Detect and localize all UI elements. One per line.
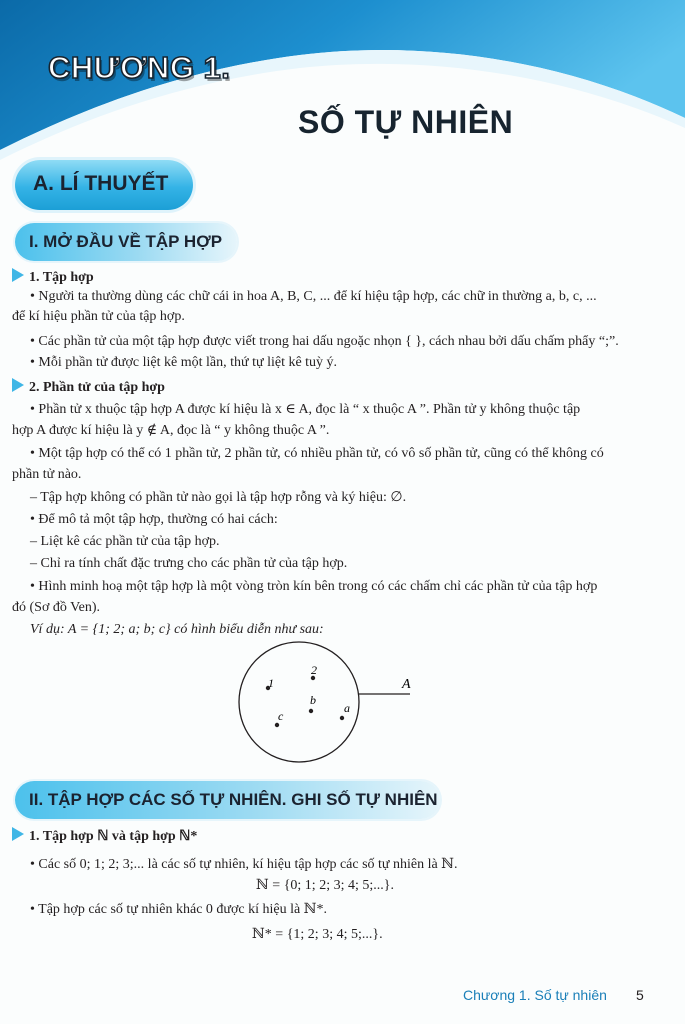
paragraph-line: • Tập hợp các số tự nhiên khác 0 được kí hiệu là ℕ*. (30, 902, 328, 917)
formula-line: ℕ = {0; 1; 2; 3; 4; 5;...}. (256, 878, 394, 893)
paragraph-line: • Để mô tả một tập hợp, thường có hai cách: (30, 512, 278, 527)
subsection-1-1: 1. Tập hợp (12, 268, 94, 286)
element-label: b (310, 693, 316, 707)
section-2-title: II. TẬP HỢP CÁC SỐ TỰ NHIÊN. GHI SỐ TỰ NHIÊN (29, 790, 438, 809)
paragraph-line: • Mỗi phần tử được liệt kê một lần, thứ tự liệt kê tuỳ ý. (30, 355, 338, 370)
example-line: Ví dụ: A = {1; 2; a; b; c} có hình biểu diễn như sau: (30, 622, 324, 637)
paragraph-line: – Tập hợp không có phần tử nào gọi là tập hợp rỗng và ký hiệu: ∅. (30, 490, 407, 505)
paragraph-line: để kí hiệu phần tử của tập hợp. (12, 309, 185, 324)
running-footer: Chương 1. Số tự nhiên (463, 987, 607, 1003)
chapter-title: SỐ TỰ NHIÊN (298, 104, 514, 140)
subsection-1-2: 2. Phần tử của tập hợp (12, 378, 165, 396)
paragraph-line: • Các phần tử của một tập hợp được viết trong hai dấu ngoặc nhọn { }, cách nhau bởi dấu chấm phẩy “;”. (30, 334, 619, 349)
venn-diagram (236, 638, 426, 766)
element-dot (275, 723, 279, 727)
part-a-heading (15, 160, 193, 210)
triangle-bullet-icon (12, 827, 24, 841)
set-label: A (402, 677, 411, 692)
paragraph-line: đó (Sơ đồ Ven). (12, 600, 101, 615)
paragraph-line: • Phần tử x thuộc tập hợp A được kí hiệu là x ∈ A, đọc là “ x thuộc A ”. Phần tử y không thuộc tập (30, 402, 581, 417)
paragraph-line: • Các số 0; 1; 2; 3;... là các số tự nhiên, kí hiệu tập hợp các số tự nhiên là ℕ. (30, 857, 458, 872)
section-1-title: I. MỞ ĐẦU VỀ TẬP HỢP (29, 232, 223, 251)
paragraph-line: – Liệt kê các phần tử của tập hợp. (30, 534, 220, 549)
element-dot (340, 716, 344, 720)
paragraph-line: • Hình minh hoạ một tập hợp là một vòng tròn kín bên trong có các chấm chỉ các phần tử của tập hợp (30, 579, 598, 594)
paragraph-line: • Một tập hợp có thể có 1 phần tử, 2 phần tử, có nhiều phần tử, có vô số phần tử, cũng có thể không có (30, 446, 604, 461)
set-circle (239, 642, 359, 762)
triangle-bullet-icon (12, 378, 24, 392)
section-2-heading (15, 781, 440, 819)
element-label: 2 (311, 663, 317, 677)
element-label: a (344, 701, 350, 715)
paragraph-line: phần tử nào. (12, 467, 82, 482)
formula-line: ℕ* = {1; 2; 3; 4; 5;...}. (252, 927, 383, 942)
chapter-number: CHƯƠNG 1. (48, 50, 231, 85)
header-banner (0, 0, 685, 175)
element-label: c (278, 709, 284, 723)
section-1-heading (15, 223, 237, 261)
element-dot (309, 709, 313, 713)
part-a-label: A. LÍ THUYẾT (33, 172, 169, 195)
subsection-2-1: 1. Tập hợp ℕ và tập hợp ℕ* (12, 827, 197, 845)
triangle-bullet-icon (12, 268, 24, 282)
paragraph-line: hợp A được kí hiệu là y ∉ A, đọc là “ y không thuộc A ”. (12, 423, 330, 438)
page-number: 5 (636, 987, 644, 1003)
element-label: 1 (268, 676, 274, 690)
paragraph-line: – Chỉ ra tính chất đặc trưng cho các phần tử của tập hợp. (30, 556, 348, 571)
paragraph-line: • Người ta thường dùng các chữ cái in hoa A, B, C, ... để kí hiệu tập hợp, các chữ in thường a, b, c, ... (30, 289, 597, 304)
